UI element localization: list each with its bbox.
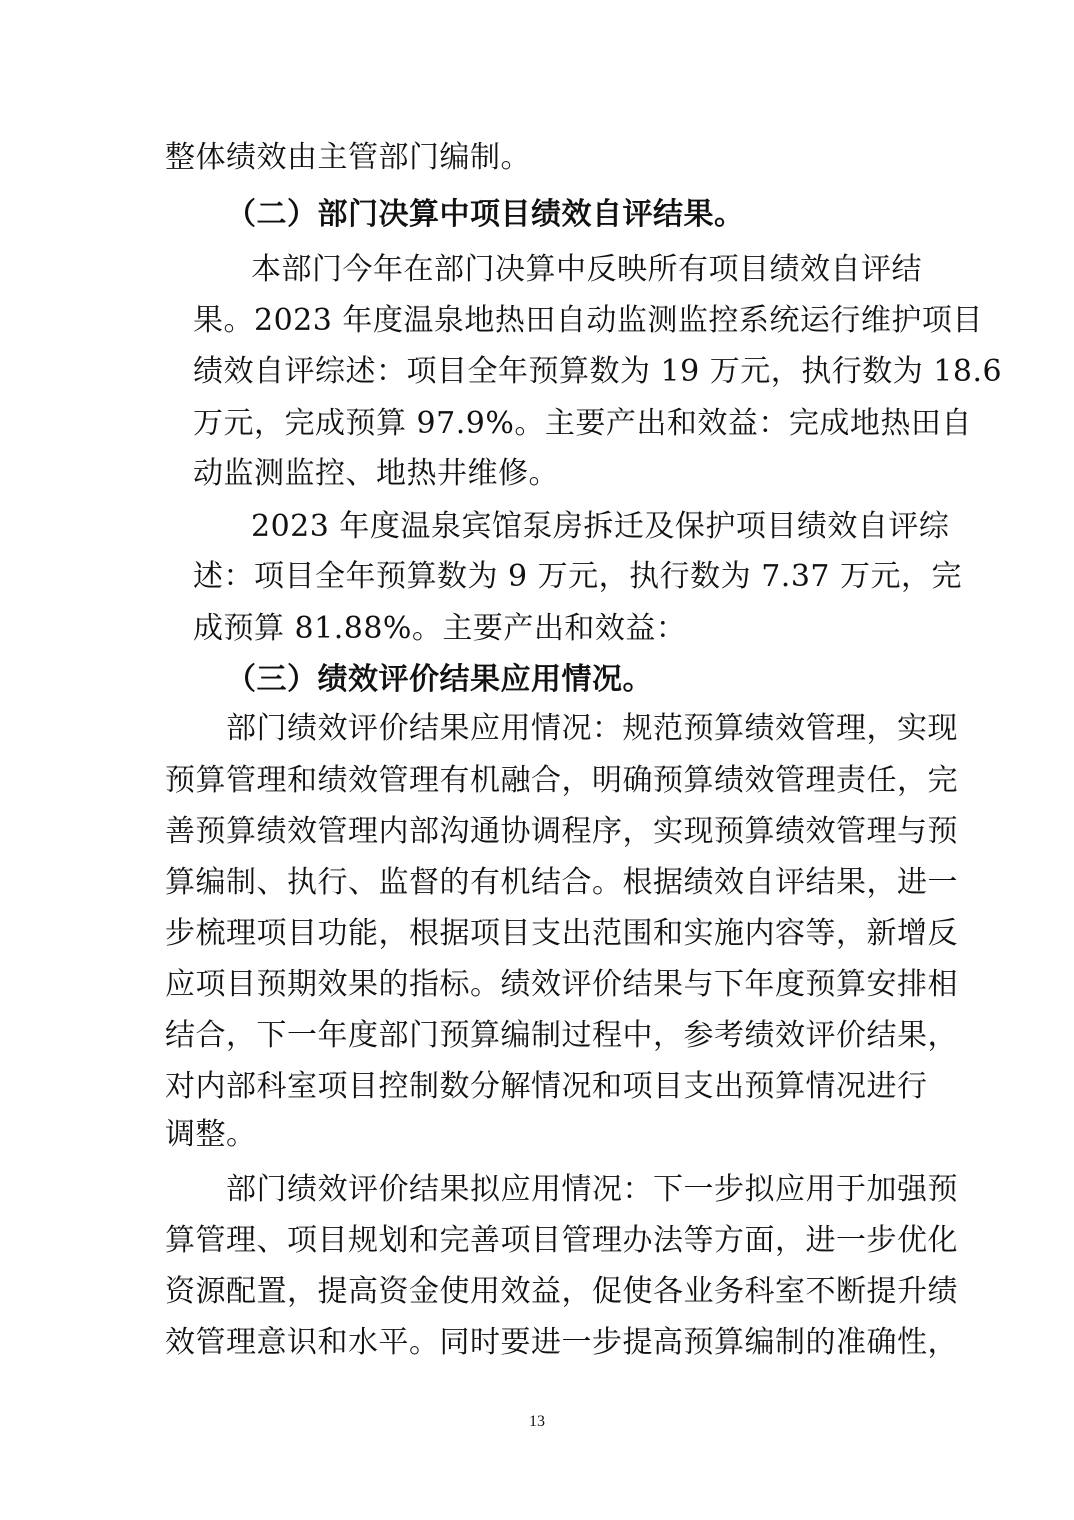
text-line-5: 绩效自评综述：项目全年预算数为 19 万元，执行数为 18.6 — [193, 354, 1003, 389]
text-line-1: 整体绩效由主管部门编制。 — [165, 140, 531, 175]
text-line-12: 部门绩效评价结果应用情况：规范预算绩效管理，实现 — [226, 711, 958, 746]
text-line-19: 对内部科室项目控制数分解情况和项目支出预算情况进行 — [165, 1069, 928, 1104]
text-line-17: 应项目预期效果的指标。绩效评价结果与下年度预算安排相 — [165, 967, 958, 1002]
text-line-21: 部门绩效评价结果拟应用情况：下一步拟应用于加强预 — [226, 1172, 958, 1207]
page-number: 13 — [529, 1413, 545, 1430]
text-line-9: 述：项目全年预算数为 9 万元，执行数为 7.37 万元，完 — [193, 559, 963, 594]
text-line-8: 2023 年度温泉宾馆泵房拆迁及保护项目绩效自评综 — [251, 509, 950, 544]
text-line-16: 步梳理项目功能，根据项目支出范围和实施内容等，新增反 — [165, 916, 958, 951]
text-line-24: 效管理意识和水平。同时要进一步提高预算编制的准确性， — [165, 1325, 958, 1360]
text-line-10: 成预算 81.88%。主要产出和效益： — [193, 611, 687, 646]
text-line-14: 善预算绩效管理内部沟通协调程序，实现预算绩效管理与预 — [165, 814, 958, 849]
text-line-7: 动监测监控、地热井维修。 — [193, 456, 559, 491]
text-line-15: 算编制、执行、监督的有机结合。根据绩效自评结果，进一 — [165, 865, 958, 900]
text-line-20: 调整。 — [165, 1117, 257, 1152]
text-line-6: 万元，完成预算 97.9%。主要产出和效益：完成地热田自 — [193, 406, 972, 441]
text-line-22: 算管理、项目规划和完善项目管理办法等方面，进一步优化 — [165, 1223, 958, 1258]
text-line-23: 资源配置，提高资金使用效益，促使各业务科室不断提升绩 — [165, 1274, 958, 1309]
section-heading-2: （二）部门决算中项目绩效自评结果。 — [226, 197, 745, 232]
text-line-4: 果。2023 年度温泉地热田自动监测监控系统运行维护项目 — [193, 303, 983, 338]
text-line-13: 预算管理和绩效管理有机融合，明确预算绩效管理责任，完 — [165, 763, 958, 798]
text-line-3: 本部门今年在部门决算中反映所有项目绩效自评结 — [251, 252, 922, 287]
section-heading-3: （三）绩效评价结果应用情况。 — [226, 662, 653, 697]
text-line-18: 结合，下一年度部门预算编制过程中，参考绩效评价结果， — [165, 1018, 958, 1053]
